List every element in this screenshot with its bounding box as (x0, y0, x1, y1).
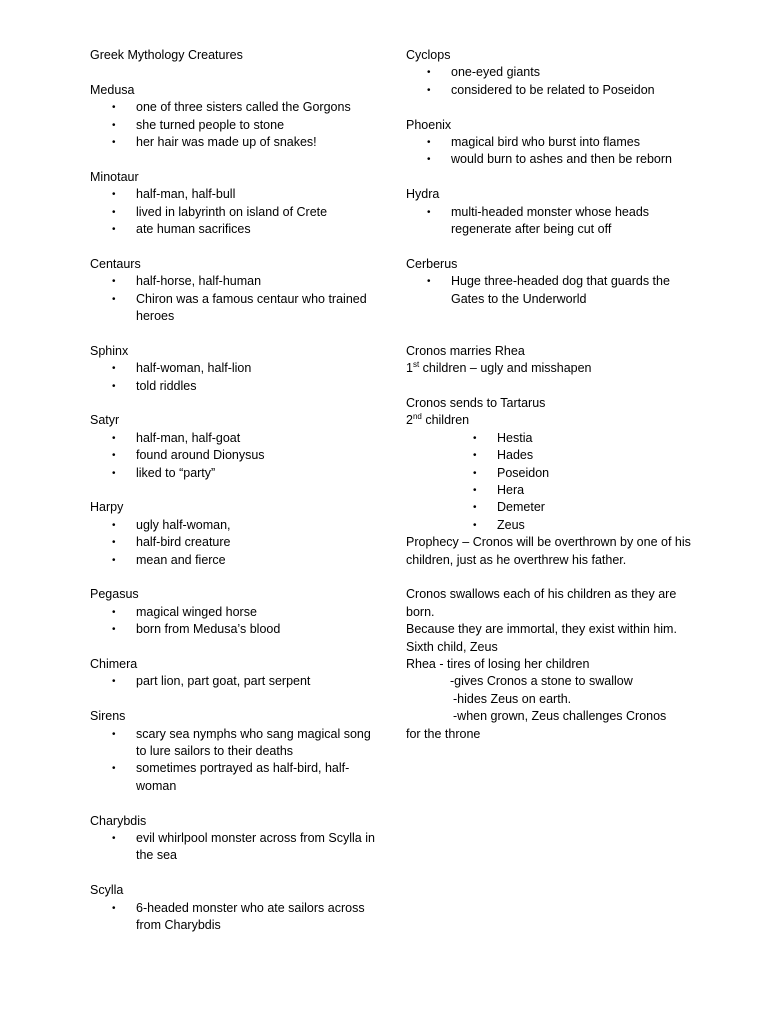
creature-heading: Scylla (90, 883, 124, 898)
story-gives-stone: -gives Cronos a stone to swallow (450, 674, 633, 689)
creature-heading: Charybdis (90, 813, 147, 828)
list-item (90, 517, 380, 534)
page-title: Greek Mythology Creatures (90, 48, 243, 62)
creature-section-phoenix (406, 117, 706, 169)
first-children-text: children – ugly and misshapen (419, 361, 592, 376)
child-item (406, 447, 706, 464)
story-when-grown: -when grown, Zeus challenges Cronos (453, 709, 667, 724)
bullet-icon: • (112, 293, 116, 305)
bullet-icon: • (427, 136, 431, 148)
list-item-text: Huge three-headed dog that guards the Gates to the Underworld (451, 274, 670, 306)
child-item (406, 482, 706, 499)
list-item-text: considered to be related to Poseidon (451, 82, 655, 97)
list-item-text: born from Medusa’s blood (136, 622, 281, 637)
creature-facts (90, 430, 380, 482)
bullet-icon: • (112, 276, 116, 288)
creature-section-charybdis (90, 813, 380, 865)
child-name: Poseidon (497, 465, 550, 480)
story-for-throne: for the throne (406, 726, 481, 741)
child-item (406, 517, 706, 534)
list-item (90, 760, 380, 795)
story-swallows: Cronos swallows each of his children as they are born. (406, 587, 677, 619)
list-item-text: 6-headed monster who ate sailors across from Charybdis (136, 900, 365, 932)
creature-heading: Minotaur (90, 169, 139, 184)
creature-section-scylla (90, 882, 380, 934)
child-name: Demeter (497, 500, 545, 515)
list-item-text: half-bird creature (136, 535, 231, 550)
list-item-text: half-man, half-bull (136, 187, 236, 202)
creature-facts (90, 673, 380, 690)
bullet-icon: • (112, 763, 116, 775)
list-item (406, 134, 706, 151)
list-item-text: told riddles (136, 378, 197, 393)
bullet-icon: • (112, 450, 116, 462)
list-item (90, 291, 380, 326)
list-item (90, 430, 380, 447)
creature-facts (406, 273, 706, 308)
story-sixth-child: Sixth child, Zeus (406, 639, 498, 654)
bullet-icon: • (427, 84, 431, 96)
list-item (90, 534, 380, 551)
children-list (406, 430, 706, 534)
story-rhea: Rhea - tires of losing her children (406, 657, 590, 672)
bullet-icon: • (112, 728, 116, 740)
story-sends: Cronos sends to Tartarus (406, 395, 546, 410)
bullet-icon: • (473, 519, 477, 531)
child-name: Hera (497, 483, 525, 497)
creature-section-cyclops (406, 47, 706, 99)
list-item-text: part lion, part goat, part serpent (136, 674, 311, 689)
bullet-icon: • (112, 832, 116, 844)
list-item-text: lived in labyrinth on island of Crete (136, 204, 328, 219)
list-item (406, 204, 706, 239)
list-item-text: magical winged horse (136, 604, 257, 619)
creature-section-medusa (90, 82, 380, 152)
bullet-icon: • (112, 519, 116, 531)
creature-heading: Cyclops (406, 48, 451, 62)
list-item-text: half-man, half-goat (136, 430, 241, 445)
second-children-suffix: nd (412, 412, 422, 422)
list-item (90, 726, 380, 761)
creature-facts (406, 204, 706, 239)
creature-facts (90, 726, 380, 796)
creature-section-minotaur (90, 169, 380, 239)
bullet-icon: • (473, 432, 477, 444)
list-item-text: scary sea nymphs who sang magical song to lure sailors to their deaths (136, 726, 371, 758)
list-item (406, 273, 706, 308)
list-item (90, 900, 380, 935)
list-item (90, 273, 380, 290)
list-item-text: liked to “party” (136, 465, 216, 480)
creature-facts (90, 99, 380, 151)
story-second-children (406, 412, 706, 429)
list-item (90, 465, 380, 482)
bullet-icon: • (473, 450, 477, 462)
creature-heading: Phoenix (406, 117, 452, 132)
list-item (90, 117, 380, 134)
creature-heading: Chimera (90, 656, 138, 671)
list-item-text: ugly half-woman, (136, 517, 231, 532)
second-children-text: children (421, 413, 470, 428)
list-item-text: she turned people to stone (136, 117, 285, 132)
right-column (406, 47, 706, 743)
bullet-icon: • (112, 136, 116, 148)
list-item (90, 552, 380, 569)
bullet-icon: • (427, 206, 431, 218)
bullet-icon: • (112, 606, 116, 618)
list-item (90, 673, 380, 690)
creature-heading: Satyr (90, 413, 120, 428)
bullet-icon: • (473, 467, 477, 479)
bullet-icon: • (112, 624, 116, 636)
list-item (90, 186, 380, 203)
list-item-text: evil whirlpool monster across from Scylla in the sea (136, 830, 375, 863)
second-children-number: 2 (406, 413, 413, 428)
story-marries: Cronos marries Rhea (406, 343, 525, 358)
bullet-icon: • (112, 363, 116, 375)
list-item (90, 360, 380, 377)
creature-facts (90, 517, 380, 569)
list-item (90, 134, 380, 151)
list-item-text: one of three sisters called the Gorgons (136, 100, 351, 115)
bullet-icon: • (473, 485, 477, 496)
creature-facts (90, 273, 380, 325)
list-item (406, 64, 706, 81)
bullet-icon: • (427, 154, 431, 166)
first-children-suffix: st (412, 360, 420, 370)
creature-heading: Cerberus (406, 256, 458, 271)
creature-facts (90, 186, 380, 238)
list-item-text: Chiron was a famous centaur who trained heroes (136, 291, 367, 323)
bullet-icon: • (112, 902, 116, 914)
list-item-text: magical bird who burst into flames (451, 134, 640, 149)
bullet-icon: • (473, 502, 477, 514)
bullet-icon: • (112, 676, 116, 688)
story-first-children (406, 360, 706, 377)
bullet-icon: • (112, 102, 116, 114)
left-column (90, 47, 380, 952)
creature-facts (90, 604, 380, 639)
creature-section-pegasus (90, 586, 380, 638)
creature-facts (406, 64, 706, 99)
creature-facts (90, 900, 380, 935)
creature-section-chimera (90, 656, 380, 691)
bullet-icon: • (112, 189, 116, 201)
bullet-icon: • (112, 432, 116, 444)
child-name: Hestia (497, 430, 533, 445)
story-hides-zeus: -hides Zeus on earth. (453, 691, 572, 706)
bullet-icon: • (112, 223, 116, 235)
creature-section-sirens (90, 708, 380, 795)
creature-section-centaurs (90, 256, 380, 326)
left-sections (90, 82, 380, 935)
child-name: Zeus (497, 517, 525, 532)
child-name: Hades (497, 448, 534, 463)
child-item (406, 430, 706, 447)
creature-facts (90, 360, 380, 395)
creature-heading: Sirens (90, 709, 126, 724)
bullet-icon: • (427, 67, 431, 79)
creature-heading: Harpy (90, 500, 124, 515)
bullet-icon: • (112, 380, 116, 392)
list-item-text: her hair was made up of snakes! (136, 134, 317, 149)
creature-section-sphinx (90, 343, 380, 395)
child-item (406, 499, 706, 516)
creature-section-cerberus (406, 256, 706, 308)
bullet-icon: • (112, 467, 116, 479)
bullet-icon: • (112, 206, 116, 218)
list-item-text: multi-headed monster whose heads regenerate after being cut off (451, 204, 650, 236)
list-item (90, 830, 380, 865)
list-item-text: ate human sacrifices (136, 221, 251, 236)
list-item (90, 99, 380, 116)
list-item (90, 221, 380, 238)
list-item (406, 82, 706, 99)
list-item-text: half-horse, half-human (136, 274, 262, 289)
creature-heading: Centaurs (90, 256, 141, 271)
list-item (90, 621, 380, 638)
child-item (406, 465, 706, 482)
creature-heading: Hydra (406, 187, 440, 202)
list-item-text: would burn to ashes and then be reborn (451, 152, 672, 167)
creature-heading: Pegasus (90, 587, 139, 602)
first-children-number: 1 (406, 361, 413, 376)
creature-heading: Medusa (90, 82, 135, 97)
list-item (90, 378, 380, 395)
right-sections (406, 47, 706, 308)
list-item (406, 151, 706, 168)
creature-section-harpy (90, 499, 380, 569)
bullet-icon: • (427, 276, 431, 288)
story-prophecy: Prophecy – Cronos will be overthrown by one of his children, just as he overthrew his father. (406, 535, 691, 567)
list-item-text: found around Dionysus (136, 448, 265, 463)
list-item-text: mean and fierce (136, 552, 226, 567)
list-item (90, 204, 380, 221)
list-item-text: half-woman, half-lion (136, 361, 252, 376)
list-item (90, 447, 380, 464)
creature-section-hydra (406, 186, 706, 238)
bullet-icon: • (112, 554, 116, 566)
creature-section-satyr (90, 412, 380, 482)
story-immortal: Because they are immortal, they exist within him. (406, 622, 677, 637)
creature-facts (90, 830, 380, 865)
bullet-icon: • (112, 537, 116, 549)
bullet-icon: • (112, 119, 116, 131)
creature-facts (406, 134, 706, 169)
list-item-text: one-eyed giants (451, 65, 540, 80)
list-item (90, 604, 380, 621)
creature-heading: Sphinx (90, 343, 129, 358)
list-item-text: sometimes portrayed as half-bird, half-woman (136, 761, 350, 793)
